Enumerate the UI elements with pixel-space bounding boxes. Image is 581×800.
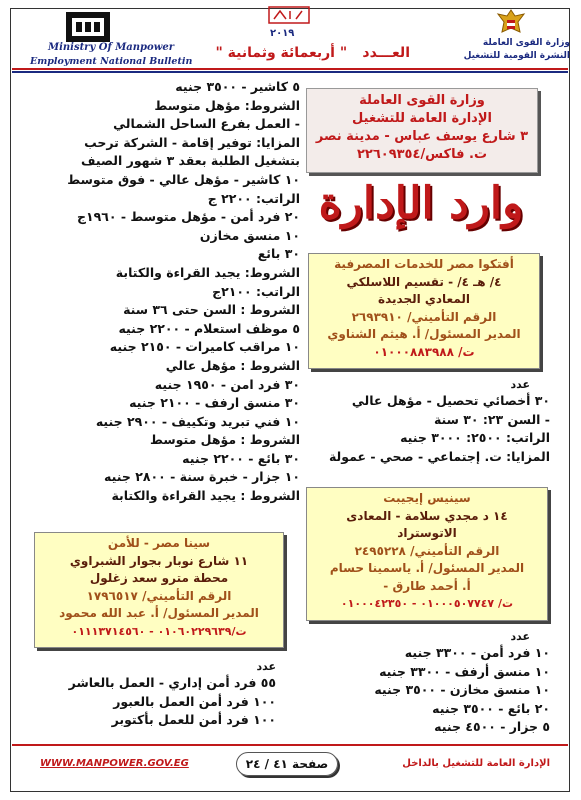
job-line: - السن ٢٣: ٣٠ سنة bbox=[433, 411, 550, 427]
job-line: ١٠٠ فرد أمن العمل بالعبور bbox=[113, 693, 276, 709]
job-line: الراتب: ٢٥٠٠: ٣٠٠٠ جنيه bbox=[400, 430, 550, 446]
issue-year: ٢٠١٩ bbox=[270, 28, 295, 39]
job-line: الشروط: مؤهل متوسط bbox=[154, 97, 300, 113]
job-line: ٣٠ بائع - ٢٢٠٠ جنيه bbox=[182, 450, 300, 466]
job-line: المزايا: توفير إقامة - الشركة ترحب bbox=[84, 134, 300, 150]
left-jobs-list bbox=[44, 78, 300, 506]
job-line: الراتب: ٢٢٠٠ ج bbox=[207, 190, 300, 206]
job-line: ١٠ منسق مخازن - ٣٥٠٠ جنيه bbox=[374, 682, 550, 698]
job-line: بتشغيل الطلبة بعقد ٣ شهور الصيف bbox=[80, 153, 300, 169]
job-line: ١٠ فني تبريد وتكييف - ٢٩٠٠ جنيه bbox=[95, 413, 300, 429]
egypt-eagle-emblem bbox=[496, 8, 526, 40]
job-line: ٥ كاشير - ٣٥٠٠ جنيه bbox=[175, 79, 300, 94]
issue-line bbox=[170, 42, 410, 61]
admin-line: ٣ شارع يوسف عباس - مدينة نصر bbox=[315, 129, 529, 144]
manager-name: المدير المسئول/ أ. هيثم الشناوي bbox=[327, 327, 521, 341]
company-name: سينا مصر - للأمن bbox=[107, 536, 211, 550]
job-line: ١٠ فرد أمن - ٣٣٠٠ جنيه bbox=[404, 645, 550, 660]
job-line: ٣٠ منسق ارفف - ٢١٠٠ جنيه bbox=[129, 395, 300, 411]
manager-name: المدير المسئول/ أ. عبد الله محمود bbox=[59, 606, 259, 620]
company-name: سينيس إيجيبت bbox=[383, 491, 471, 505]
ministry-name-ar: وزارة القوى العاملة bbox=[482, 38, 570, 48]
bulletin-name-ar: النشرة القومية للتشغيل bbox=[463, 51, 570, 61]
job-line: الشروط : السن حتى ٣٦ سنة bbox=[123, 302, 300, 318]
admin-line: ت. فاكس/٢٢٦٠٩٣٥٤ bbox=[356, 147, 488, 162]
job-line: ٥ موظف استعلام - ٢٢٠٠ جنيه bbox=[118, 320, 300, 336]
job-line: - العمل بفرع الساحل الشمالي bbox=[113, 116, 300, 132]
job-line: الراتب: ٢١٠٠ج bbox=[212, 283, 300, 299]
bulletin-name-en: Employment National Bulletin bbox=[30, 56, 193, 67]
insurance-number: الرقم التأميني/ ١٧٩٦٥١٧ bbox=[86, 588, 232, 603]
company-address: ١١ شارع نوبار بجوار الشبراوي bbox=[69, 553, 249, 568]
company-address: ١٤ د مجدي سلامة - المعادى bbox=[346, 508, 508, 523]
job-line: ٢٠ بائع - ٣٥٠٠ جنيه bbox=[432, 700, 550, 716]
company-box-aftako bbox=[308, 253, 540, 369]
job-line: ٣٠ أخصائي تحصيل - مؤهل عالي bbox=[351, 393, 550, 408]
count-header: عدد bbox=[510, 378, 530, 391]
section-title: وارد الإدارة bbox=[318, 178, 524, 229]
company-name: أفتكوا مصر للخدمات المصرفية bbox=[334, 257, 514, 271]
left-jobs-list-bottom bbox=[60, 674, 276, 730]
phone-number: ت/٠١٠٦٠٢٢٩٦٣٩ - ٠١١١٣٧١٤٥٦٠ bbox=[71, 624, 247, 638]
phone-number: ت/ ٠١٠٠٠٨٨٣٩٨٨ bbox=[373, 344, 475, 359]
issue-label: العـــدد bbox=[362, 45, 410, 61]
count-header: عدد bbox=[510, 630, 530, 643]
job-line: الشروط : مؤهل عالي bbox=[165, 357, 300, 373]
job-line: ١٠٠ فرد أمن للعمل بأكتوبر bbox=[111, 712, 276, 728]
footer-department: الإدارة العامة للتشغيل بالداخل bbox=[402, 758, 550, 769]
ministry-name-en: Ministry Of Manpower bbox=[48, 42, 174, 53]
job-line: ٣٠ فرد امن - ١٩٥٠ جنيه bbox=[154, 376, 300, 392]
company-address: الاتوستراد bbox=[397, 526, 457, 540]
right-jobs-list-1 bbox=[306, 392, 550, 466]
job-line: الشروط : يجيد القراءة والكتابة bbox=[111, 488, 300, 504]
admin-address-box bbox=[306, 88, 538, 173]
count-header: عدد bbox=[256, 660, 276, 673]
ministry-emblem-left bbox=[66, 12, 110, 42]
bulletin-logo bbox=[268, 6, 310, 30]
footer-website-link[interactable]: WWW.MANPOWER.GOV.EG bbox=[40, 758, 189, 769]
job-line: المزايا: ت. إجتماعي - صحي - عمولة bbox=[328, 448, 550, 464]
insurance-number: الرقم التأميني/ ٢٤٩٥٢٢٨ bbox=[354, 543, 500, 558]
job-line: ١٠ منسق أرفف - ٣٣٠٠ جنيه bbox=[379, 663, 550, 679]
manager-name: - أ. أحمد طارق bbox=[383, 578, 471, 593]
job-line: الشروط : مؤهل متوسط bbox=[149, 432, 300, 448]
job-line: ١٠ كاشير - مؤهل عالي - فوق متوسط bbox=[67, 171, 300, 187]
company-address: ٤/ هـ ٤/ - تقسيم اللاسلكي bbox=[346, 274, 502, 289]
manager-name: المدير المسئول/ أ. ياسمينا حسام bbox=[329, 561, 525, 575]
company-address: المعادي الجديدة bbox=[378, 292, 470, 306]
admin-line: الإدارة العامة للتشغيل bbox=[352, 111, 492, 126]
job-line: ١٠ منسق مخازن bbox=[199, 227, 300, 243]
job-line: ٣٠ بائع bbox=[257, 246, 300, 262]
job-line: ١٠ مراقب كاميرات - ٢١٥٠ جنيه bbox=[109, 339, 300, 355]
company-address: محطة مترو سعد زغلول bbox=[89, 571, 229, 585]
insurance-number: الرقم التأميني/ ٢٦٩٣٩١٠ bbox=[351, 309, 497, 324]
issue-value: " أربعمائة وثمانية " bbox=[215, 45, 348, 61]
job-line: ٢٠ فرد أمن - مؤهل متوسط - ١٩٦٠ج bbox=[76, 209, 300, 225]
phone-number: ت/ ٠١٠٠٠٥٠٧٧٤٧ - ٠١٠٠٠٤٢٣٥٠ bbox=[340, 597, 514, 610]
job-line: ١٠ جزار - خبرة سنة - ٢٨٠٠ جنيه bbox=[104, 469, 300, 485]
right-jobs-list-2 bbox=[330, 644, 550, 737]
page-number: صفحة ٤١ / ٢٤ bbox=[236, 752, 338, 776]
job-line: ٥٥ فرد أمن إداري - العمل بالعاشر bbox=[68, 675, 276, 690]
company-box-cinis bbox=[306, 487, 548, 621]
admin-line: وزارة القوى العاملة bbox=[359, 93, 485, 108]
footer-divider bbox=[12, 744, 568, 746]
job-line: ٥ جزار - ٤٥٠٠ جنيه bbox=[434, 719, 550, 735]
header-divider-blue bbox=[12, 71, 568, 73]
job-line: الشروط: يجيد القراءة والكتابة bbox=[115, 264, 300, 280]
company-box-sina bbox=[34, 532, 284, 648]
header-divider-red bbox=[12, 68, 568, 70]
